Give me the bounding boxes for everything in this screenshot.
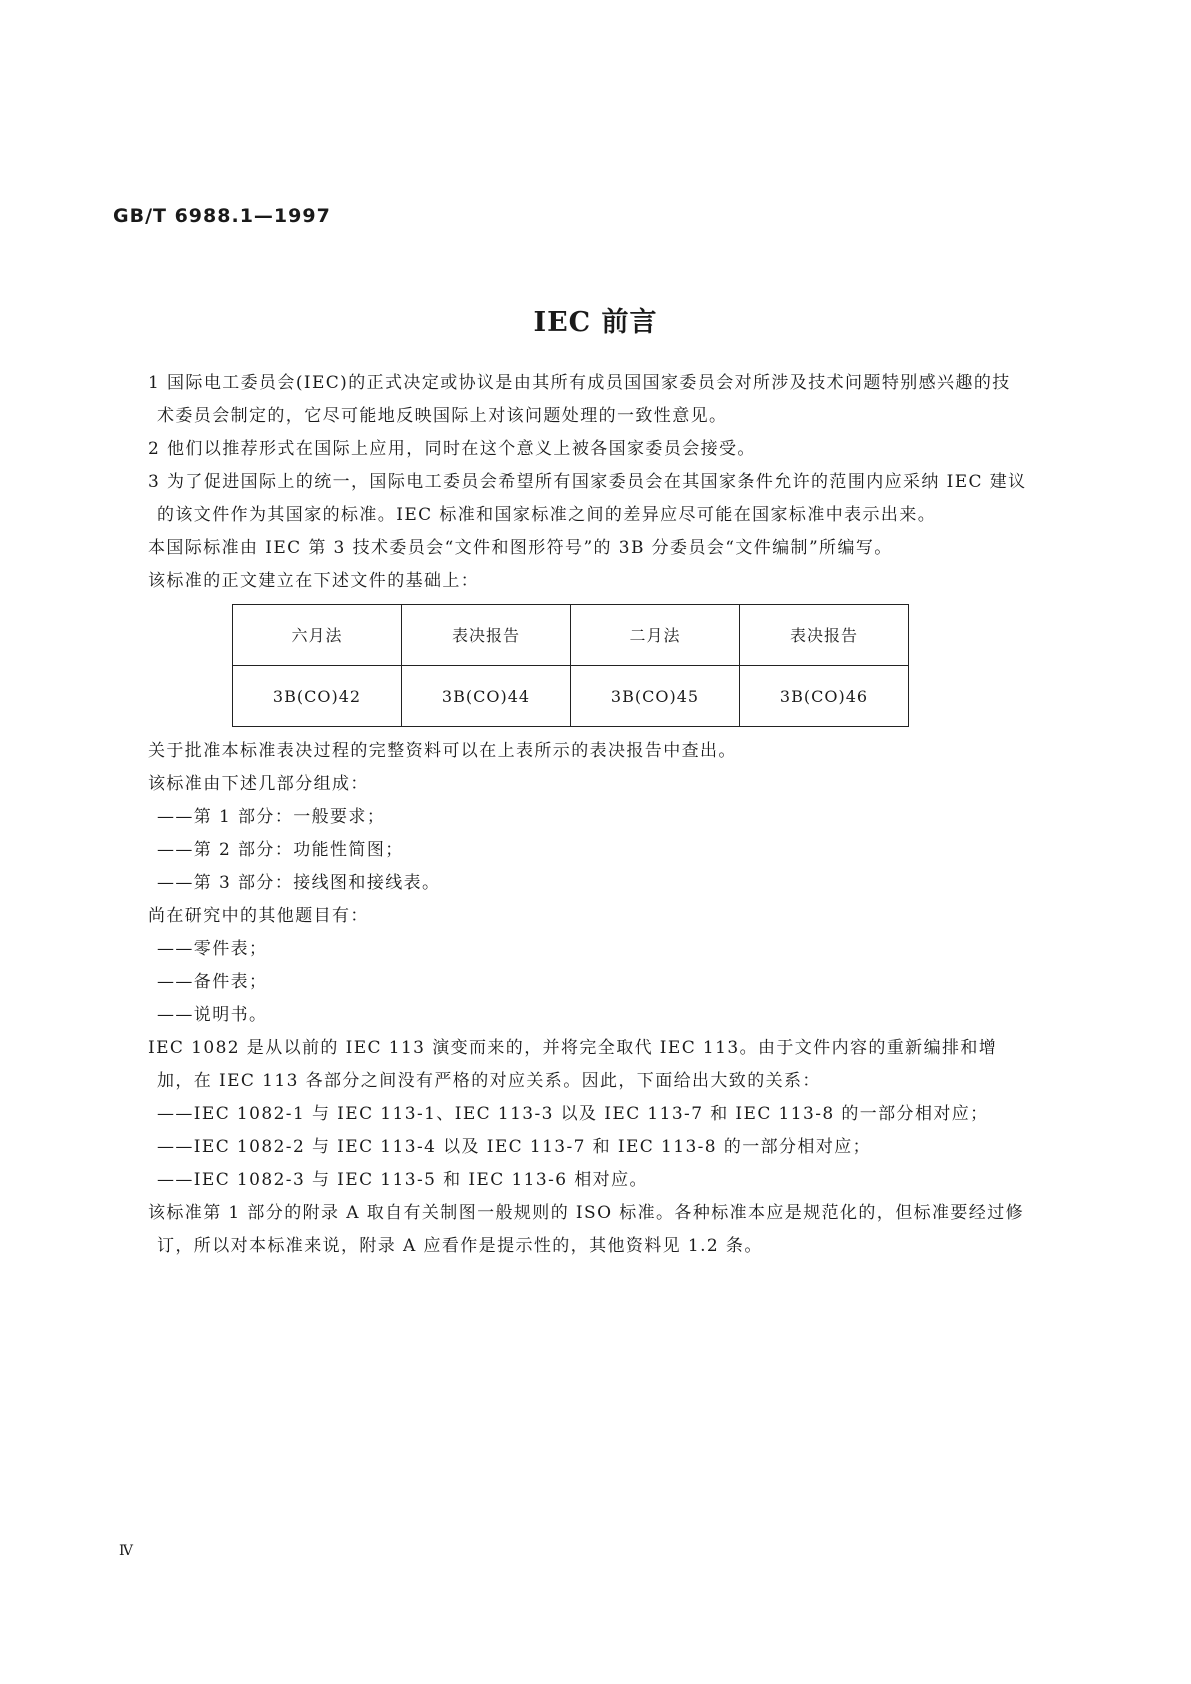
list-item-part-2: ——第 2 部分：功能性简图；	[157, 840, 404, 860]
list-item-relation-3: ——IEC 1082-3 与 IEC 113-5 和 IEC 113-6 相对应。	[157, 1170, 648, 1190]
list-item-topic-3: ——说明书。	[157, 1005, 268, 1025]
paragraph-iec1082: IEC 1082 是从以前的 IEC 113 演变而来的，并将完全取代 IEC 113。由于文件内容的重新编排和增加，在 IEC 113 各部分之间没有严格的对应关系。因此，下面给出大致的关系：	[148, 1038, 998, 1091]
table-header-cell: 二月法	[571, 605, 740, 666]
paragraph-parts-intro: 该标准由下述几部分组成：	[148, 774, 369, 794]
table-cell: 3B(CO)45	[571, 666, 740, 727]
document-body	[148, 367, 1027, 1263]
list-item-part-3: ——第 3 部分：接线图和接线表。	[157, 873, 441, 893]
paragraph-committee: 本国际标准由 IEC 第 3 技术委员会“文件和图形符号”的 3B 分委员会“文件编制”所编写。	[148, 538, 893, 558]
table-header-row	[233, 605, 909, 666]
list-item-topic-2: ——备件表；	[157, 972, 268, 992]
table-header-cell: 六月法	[233, 605, 402, 666]
table-cell: 3B(CO)46	[740, 666, 909, 727]
table-row	[233, 666, 909, 727]
table-cell: 3B(CO)42	[233, 666, 402, 727]
paragraph-basis-intro: 该标准的正文建立在下述文件的基础上：	[148, 571, 480, 591]
list-item-topic-1: ——零件表；	[157, 939, 268, 959]
table-cell: 3B(CO)44	[402, 666, 571, 727]
list-item-relation-2: ——IEC 1082-2 与 IEC 113-4 以及 IEC 113-7 和 IEC 113-8 的一部分相对应；	[157, 1137, 872, 1157]
paragraph-1: 1 国际电工委员会(IEC)的正式决定或协议是由其所有成员国国家委员会对所涉及技术问题特别感兴趣的技术委员会制定的，它尽可能地反映国际上对该问题处理的一致性意见。	[148, 373, 1011, 426]
basis-documents-table	[232, 604, 909, 727]
list-item-relation-1: ——IEC 1082-1 与 IEC 113-1、IEC 113-3 以及 IEC 113-7 和 IEC 113-8 的一部分相对应；	[157, 1104, 989, 1124]
paragraph-topics-intro: 尚在研究中的其他题目有：	[148, 906, 369, 926]
standard-number: GB/T 6988.1—1997	[113, 205, 331, 227]
paragraph-2: 2 他们以推荐形式在国际上应用，同时在这个意义上被各国家委员会接受。	[148, 439, 756, 459]
table-header-cell: 表决报告	[402, 605, 571, 666]
page-title: IEC 前言	[533, 307, 658, 338]
paragraph-approval: 关于批准本标准表决过程的完整资料可以在上表所示的表决报告中查出。	[148, 741, 737, 761]
paragraph-annex-a: 该标准第 1 部分的附录 A 取自有关制图一般规则的 ISO 标准。各种标准本应是规范化的，但标准要经过修订，所以对本标准来说，附录 A 应看作是提示性的，其他资料见 1.2 条。	[148, 1203, 1025, 1256]
paragraph-3: 3 为了促进国际上的统一，国际电工委员会希望所有国家委员会在其国家条件允许的范围内应采纳 IEC 建议的该文件作为其国家的标准。IEC 标准和国家标准之间的差异应尽可能在国家标准中表示出来。	[148, 472, 1027, 525]
page-number: Ⅳ	[119, 1543, 133, 1559]
table-header-cell: 表决报告	[740, 605, 909, 666]
list-item-part-1: ——第 1 部分：一般要求；	[157, 807, 386, 827]
